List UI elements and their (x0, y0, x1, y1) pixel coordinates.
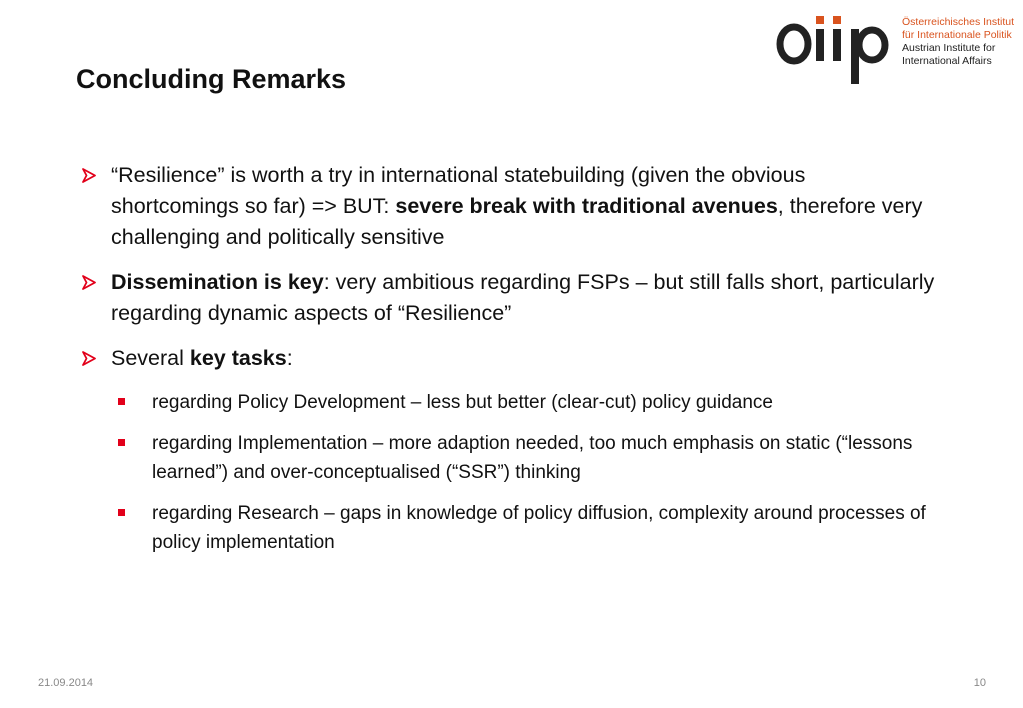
sub-bullet-implementation (76, 429, 942, 487)
bullet-2-text-b: : very ambitious regarding FSPs – but still falls short, particularly regarding dynamic aspects of “Resilience” (111, 270, 935, 325)
logo-line-de-2: für Internationale Politik (902, 29, 1012, 41)
logo-line-de-1: Österreichisches Institut (902, 16, 1015, 28)
bullet-1-text-c: , therefore very challenging and politically sensitive (111, 194, 923, 249)
logo-line-en-2: International Affairs (902, 55, 992, 67)
square-bullet-icon (118, 439, 125, 446)
sub-bullet-text: regarding Policy Development – less but better (clear-cut) policy guidance (152, 392, 773, 413)
arrow-bullet-icon (82, 343, 100, 374)
logo-line-en-1: Austrian Institute for (902, 42, 996, 54)
logo-text (902, 16, 1014, 68)
bullet-3-text-bold: key tasks (189, 346, 287, 370)
bullet-list (76, 160, 936, 569)
bullet-item-key-tasks (76, 343, 936, 374)
bullet-1-text-a: “Resilience” is worth a try in international statebuilding (given the obvious shortcomings so far) => BUT: (111, 163, 806, 218)
sub-bullet-research (76, 499, 942, 557)
footer-date: 21.09.2014 (38, 677, 94, 689)
arrow-bullet-icon (82, 160, 100, 191)
square-bullet-icon (118, 509, 125, 516)
bullet-3-text-c: : (286, 346, 293, 370)
sub-bullet-text: regarding Research – gaps in knowledge of policy diffusion, complexity around processes of policy implementation (152, 503, 926, 553)
bullet-2-text-bold: Dissemination is key (111, 270, 324, 294)
page-number: 10 (973, 677, 986, 689)
oiip-logo (776, 14, 1016, 86)
square-bullet-icon (118, 398, 125, 405)
bullet-item-dissemination (76, 267, 936, 329)
oiip-logo-mark (776, 14, 900, 86)
bullet-item-resilience (76, 160, 936, 253)
arrow-bullet-icon (82, 267, 100, 298)
sub-bullet-policy-development (76, 388, 942, 417)
slide-title: Concluding Remarks (76, 64, 347, 94)
bullet-1-text-bold: severe break with traditional avenues (395, 194, 778, 218)
sub-bullet-text: regarding Implementation – more adaption needed, too much emphasis on static (“lessons learned”) and over-conceptualised (“SSR”) thinking (152, 433, 913, 483)
bullet-3-text-a: Several (111, 346, 190, 370)
